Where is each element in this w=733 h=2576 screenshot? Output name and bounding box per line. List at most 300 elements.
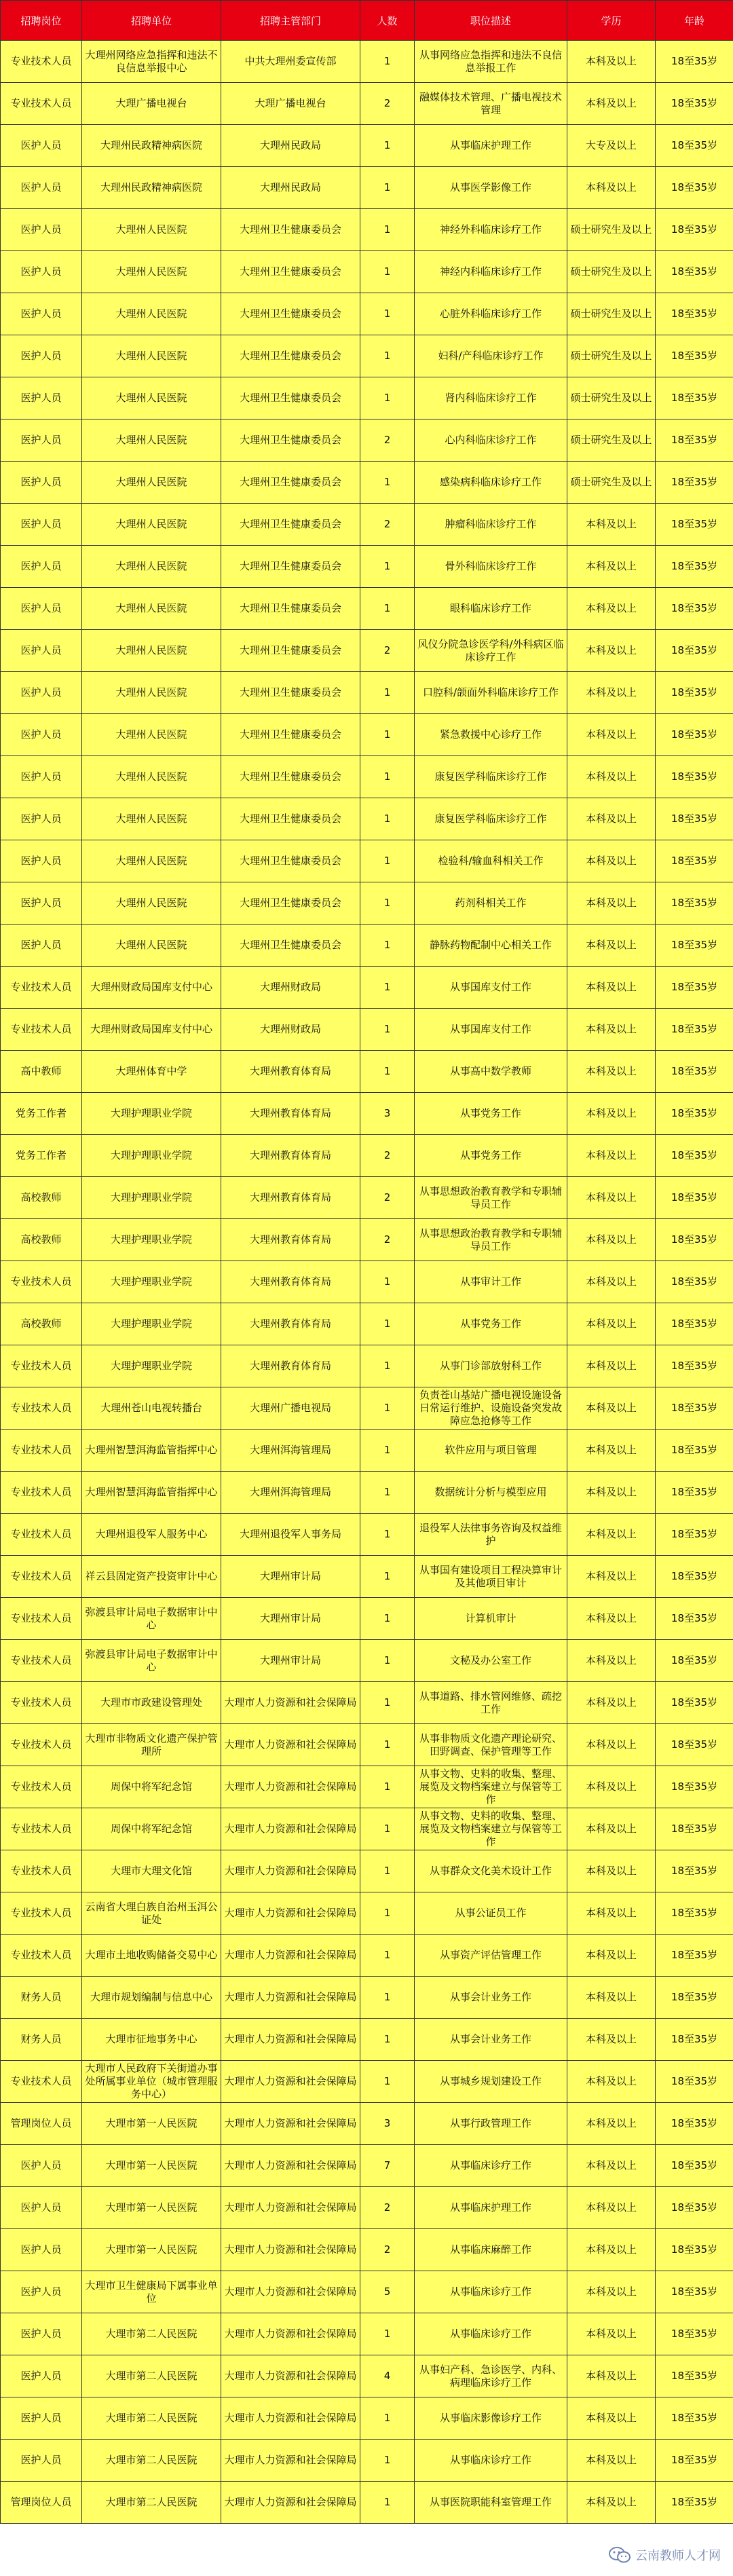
cell-position: 医护人员 <box>1 2187 82 2229</box>
cell-department: 大理州审计局 <box>221 1556 360 1598</box>
cell-position: 医护人员 <box>1 798 82 840</box>
cell-position: 高校教师 <box>1 1303 82 1345</box>
cell-count: 1 <box>360 925 415 967</box>
cell-unit: 弥渡县审计局电子数据审计中心 <box>82 1598 221 1640</box>
cell-unit: 祥云县固定资产投资审计中心 <box>82 1556 221 1598</box>
table-row <box>1 2187 733 2229</box>
cell-count: 2 <box>360 419 415 462</box>
cell-age: 18至35岁 <box>656 756 733 798</box>
cell-position: 医护人员 <box>1 630 82 672</box>
cell-department: 大理州卫生健康委员会 <box>221 672 360 714</box>
cell-position: 管理岗位人员 <box>1 2482 82 2524</box>
cell-education: 本科及以上 <box>567 2019 656 2061</box>
cell-unit: 大理护理职业学院 <box>82 1219 221 1261</box>
cell-education: 本科及以上 <box>567 925 656 967</box>
cell-position: 医护人员 <box>1 2145 82 2187</box>
cell-education: 本科及以上 <box>567 2229 656 2271</box>
cell-age: 18至35岁 <box>656 1472 733 1514</box>
cell-description: 紧急救援中心诊疗工作 <box>415 714 567 756</box>
cell-education: 本科及以上 <box>567 2061 656 2103</box>
cell-age: 18至35岁 <box>656 2440 733 2482</box>
cell-description: 从事会计业务工作 <box>415 1977 567 2019</box>
cell-age: 18至35岁 <box>656 882 733 925</box>
cell-education: 本科及以上 <box>567 1977 656 2019</box>
cell-count: 1 <box>360 1345 415 1387</box>
cell-unit: 大理州智慧洱海监管指挥中心 <box>82 1430 221 1472</box>
cell-department: 大理州教育体育局 <box>221 1177 360 1219</box>
cell-department: 大理市人力资源和社会保障局 <box>221 2313 360 2355</box>
cell-education: 本科及以上 <box>567 504 656 546</box>
cell-age: 18至35岁 <box>656 1093 733 1135</box>
cell-description: 从事国库支付工作 <box>415 1009 567 1051</box>
cell-education: 本科及以上 <box>567 2355 656 2397</box>
cell-count: 1 <box>360 967 415 1009</box>
cell-age: 18至35岁 <box>656 1261 733 1303</box>
cell-age: 18至35岁 <box>656 2482 733 2524</box>
cell-count: 1 <box>360 377 415 419</box>
cell-age: 18至35岁 <box>656 2397 733 2440</box>
cell-department: 大理州洱海管理局 <box>221 1472 360 1514</box>
cell-department: 大理州卫生健康委员会 <box>221 546 360 588</box>
cell-description: 从事临床护理工作 <box>415 125 567 167</box>
table-row <box>1 1892 733 1935</box>
cell-description: 数据统计分析与模型应用 <box>415 1472 567 1514</box>
cell-count: 1 <box>360 1766 415 1808</box>
cell-unit: 大理护理职业学院 <box>82 1261 221 1303</box>
cell-description: 风仪分院急诊医学科/外科病区临床诊疗工作 <box>415 630 567 672</box>
cell-department: 大理州卫生健康委员会 <box>221 882 360 925</box>
cell-description: 从事文物、史料的收集、整理、展览及文物档案建立与保管等工作 <box>415 1766 567 1808</box>
cell-department: 大理州卫生健康委员会 <box>221 209 360 251</box>
cell-description: 退役军人法律事务咨询及权益维护 <box>415 1514 567 1556</box>
cell-count: 1 <box>360 2397 415 2440</box>
cell-age: 18至35岁 <box>656 1009 733 1051</box>
cell-age: 18至35岁 <box>656 167 733 209</box>
cell-unit: 大理州体育中学 <box>82 1051 221 1093</box>
cell-count: 1 <box>360 840 415 882</box>
cell-department: 大理州卫生健康委员会 <box>221 419 360 462</box>
cell-education: 本科及以上 <box>567 1556 656 1598</box>
cell-unit: 大理州智慧洱海监管指挥中心 <box>82 1472 221 1514</box>
cell-department: 大理市人力资源和社会保障局 <box>221 1724 360 1766</box>
cell-age: 18至35岁 <box>656 419 733 462</box>
cell-unit: 大理市规划编制与信息中心 <box>82 1977 221 2019</box>
cell-unit: 大理市人民政府下关街道办事处所属事业单位（城市管理服务中心） <box>82 2061 221 2103</box>
cell-description: 融媒体技术管理、广播电视技术管理 <box>415 83 567 125</box>
cell-department: 大理州卫生健康委员会 <box>221 714 360 756</box>
table-row <box>1 1051 733 1093</box>
cell-position: 医护人员 <box>1 840 82 882</box>
cell-description: 心脏外科临床诊疗工作 <box>415 293 567 335</box>
cell-education: 本科及以上 <box>567 1051 656 1093</box>
cell-count: 2 <box>360 2187 415 2229</box>
cell-department: 大理市人力资源和社会保障局 <box>221 1892 360 1935</box>
cell-education: 本科及以上 <box>567 1430 656 1472</box>
cell-age: 18至35岁 <box>656 2103 733 2145</box>
cell-position: 专业技术人员 <box>1 1682 82 1724</box>
cell-position: 医护人员 <box>1 2440 82 2482</box>
cell-age: 18至35岁 <box>656 1935 733 1977</box>
header-department: 招聘主管部门 <box>221 1 360 41</box>
header-education: 学历 <box>567 1 656 41</box>
cell-count: 1 <box>360 714 415 756</box>
cell-department: 大理州审计局 <box>221 1598 360 1640</box>
cell-count: 1 <box>360 882 415 925</box>
cell-age: 18至35岁 <box>656 2187 733 2229</box>
cell-education: 硕士研究生及以上 <box>567 419 656 462</box>
cell-age: 18至35岁 <box>656 2313 733 2355</box>
cell-description: 从事党务工作 <box>415 1135 567 1177</box>
cell-description: 从事临床诊疗工作 <box>415 2440 567 2482</box>
cell-position: 医护人员 <box>1 756 82 798</box>
cell-description: 从事行政管理工作 <box>415 2103 567 2145</box>
cell-description: 从事临床护理工作 <box>415 2187 567 2229</box>
table-row <box>1 419 733 462</box>
cell-description: 文秘及办公室工作 <box>415 1640 567 1682</box>
table-body <box>1 41 733 2524</box>
cell-count: 3 <box>360 2103 415 2145</box>
cell-count: 2 <box>360 2229 415 2271</box>
cell-count: 1 <box>360 1850 415 1892</box>
cell-position: 专业技术人员 <box>1 1345 82 1387</box>
cell-education: 本科及以上 <box>567 714 656 756</box>
table-row <box>1 1682 733 1724</box>
cell-unit: 大理州人民医院 <box>82 714 221 756</box>
cell-unit: 大理州人民医院 <box>82 672 221 714</box>
cell-education: 本科及以上 <box>567 1472 656 1514</box>
cell-education: 本科及以上 <box>567 967 656 1009</box>
cell-age: 18至35岁 <box>656 293 733 335</box>
cell-unit: 大理市第二人民医院 <box>82 2313 221 2355</box>
cell-description: 妇科/产科临床诊疗工作 <box>415 335 567 377</box>
table-row <box>1 967 733 1009</box>
cell-age: 18至35岁 <box>656 1514 733 1556</box>
cell-unit: 大理州网络应急指挥和违法不良信息举报中心 <box>82 41 221 83</box>
cell-position: 医护人员 <box>1 209 82 251</box>
cell-position: 医护人员 <box>1 2355 82 2397</box>
cell-education: 本科及以上 <box>567 630 656 672</box>
cell-description: 计算机审计 <box>415 1598 567 1640</box>
cell-position: 医护人员 <box>1 293 82 335</box>
cell-age: 18至35岁 <box>656 798 733 840</box>
cell-age: 18至35岁 <box>656 1387 733 1430</box>
cell-description: 从事审计工作 <box>415 1261 567 1303</box>
cell-unit: 大理市非物质文化遗产保护管理所 <box>82 1724 221 1766</box>
cell-description: 从事公证员工作 <box>415 1892 567 1935</box>
cell-unit: 大理护理职业学院 <box>82 1345 221 1387</box>
cell-unit: 大理州苍山电视转播台 <box>82 1387 221 1430</box>
cell-position: 党务工作者 <box>1 1135 82 1177</box>
table-row <box>1 2103 733 2145</box>
cell-education: 硕士研究生及以上 <box>567 251 656 293</box>
table-row <box>1 251 733 293</box>
cell-unit: 大理州财政局国库支付中心 <box>82 967 221 1009</box>
table-row <box>1 377 733 419</box>
cell-age: 18至35岁 <box>656 588 733 630</box>
cell-department: 大理市人力资源和社会保障局 <box>221 2019 360 2061</box>
table-row <box>1 2145 733 2187</box>
cell-unit: 大理州人民医院 <box>82 377 221 419</box>
cell-age: 18至35岁 <box>656 1682 733 1724</box>
cell-description: 感染病科临床诊疗工作 <box>415 462 567 504</box>
cell-unit: 大理市第二人民医院 <box>82 2397 221 2440</box>
cell-position: 医护人员 <box>1 125 82 167</box>
cell-department: 大理市人力资源和社会保障局 <box>221 2482 360 2524</box>
cell-department: 大理市人力资源和社会保障局 <box>221 2229 360 2271</box>
cell-department: 大理市人力资源和社会保障局 <box>221 1808 360 1850</box>
cell-age: 18至35岁 <box>656 1724 733 1766</box>
cell-department: 大理州民政局 <box>221 167 360 209</box>
cell-position: 管理岗位人员 <box>1 2103 82 2145</box>
cell-unit: 大理市征地事务中心 <box>82 2019 221 2061</box>
cell-unit: 大理州民政精神病医院 <box>82 167 221 209</box>
cell-education: 本科及以上 <box>567 1219 656 1261</box>
cell-count: 1 <box>360 335 415 377</box>
cell-count: 1 <box>360 125 415 167</box>
cell-count: 1 <box>360 462 415 504</box>
cell-position: 专业技术人员 <box>1 1387 82 1430</box>
cell-unit: 云南省大理白族自治州玉洱公证处 <box>82 1892 221 1935</box>
cell-education: 本科及以上 <box>567 840 656 882</box>
cell-education: 本科及以上 <box>567 1261 656 1303</box>
table-row <box>1 1219 733 1261</box>
cell-department: 大理州卫生健康委员会 <box>221 251 360 293</box>
table-row <box>1 1935 733 1977</box>
cell-education: 硕士研究生及以上 <box>567 462 656 504</box>
cell-count: 2 <box>360 504 415 546</box>
cell-age: 18至35岁 <box>656 2061 733 2103</box>
cell-education: 本科及以上 <box>567 1009 656 1051</box>
cell-education: 本科及以上 <box>567 1387 656 1430</box>
cell-education: 本科及以上 <box>567 41 656 83</box>
cell-department: 大理州民政局 <box>221 125 360 167</box>
cell-department: 中共大理州委宣传部 <box>221 41 360 83</box>
cell-education: 本科及以上 <box>567 1093 656 1135</box>
cell-department: 大理市人力资源和社会保障局 <box>221 2440 360 2482</box>
cell-education: 本科及以上 <box>567 546 656 588</box>
cell-description: 从事临床诊疗工作 <box>415 2145 567 2187</box>
cell-age: 18至35岁 <box>656 840 733 882</box>
cell-education: 本科及以上 <box>567 1135 656 1177</box>
cell-description: 肾内科临床诊疗工作 <box>415 377 567 419</box>
cell-unit: 大理护理职业学院 <box>82 1093 221 1135</box>
cell-unit: 大理市第二人民医院 <box>82 2482 221 2524</box>
cell-description: 从事高中数学教师 <box>415 1051 567 1093</box>
table-row <box>1 2440 733 2482</box>
cell-age: 18至35岁 <box>656 672 733 714</box>
cell-position: 专业技术人员 <box>1 83 82 125</box>
cell-count: 1 <box>360 546 415 588</box>
cell-position: 专业技术人员 <box>1 1892 82 1935</box>
table-row <box>1 1724 733 1766</box>
table-row <box>1 2229 733 2271</box>
table-row <box>1 1303 733 1345</box>
table-row <box>1 2313 733 2355</box>
cell-unit: 大理州人民医院 <box>82 504 221 546</box>
cell-position: 专业技术人员 <box>1 1598 82 1640</box>
cell-education: 本科及以上 <box>567 1514 656 1556</box>
watermark <box>608 2546 721 2564</box>
cell-age: 18至35岁 <box>656 125 733 167</box>
cell-department: 大理市人力资源和社会保障局 <box>221 2103 360 2145</box>
cell-description: 从事医学影像工作 <box>415 167 567 209</box>
cell-department: 大理市人力资源和社会保障局 <box>221 1850 360 1892</box>
cell-age: 18至35岁 <box>656 1556 733 1598</box>
cell-unit: 大理市市政建设管理处 <box>82 1682 221 1724</box>
cell-position: 专业技术人员 <box>1 1640 82 1682</box>
cell-department: 大理州卫生健康委员会 <box>221 630 360 672</box>
cell-age: 18至35岁 <box>656 1598 733 1640</box>
cell-position: 高校教师 <box>1 1219 82 1261</box>
cell-unit: 弥渡县审计局电子数据审计中心 <box>82 1640 221 1682</box>
table-row <box>1 1472 733 1514</box>
table-row <box>1 925 733 967</box>
cell-department: 大理州卫生健康委员会 <box>221 504 360 546</box>
cell-count: 2 <box>360 630 415 672</box>
cell-position: 医护人员 <box>1 714 82 756</box>
cell-position: 医护人员 <box>1 546 82 588</box>
cell-unit: 大理市第二人民医院 <box>82 2355 221 2397</box>
table-row <box>1 41 733 83</box>
cell-age: 18至35岁 <box>656 2271 733 2313</box>
cell-education: 本科及以上 <box>567 1935 656 1977</box>
header-position: 招聘岗位 <box>1 1 82 41</box>
cell-age: 18至35岁 <box>656 1219 733 1261</box>
table-row <box>1 1766 733 1808</box>
cell-unit: 大理州人民医院 <box>82 251 221 293</box>
cell-age: 18至35岁 <box>656 714 733 756</box>
cell-position: 医护人员 <box>1 335 82 377</box>
cell-age: 18至35岁 <box>656 209 733 251</box>
cell-unit: 大理护理职业学院 <box>82 1303 221 1345</box>
cell-age: 18至35岁 <box>656 546 733 588</box>
cell-count: 1 <box>360 2019 415 2061</box>
cell-count: 1 <box>360 209 415 251</box>
cell-description: 康复医学科临床诊疗工作 <box>415 798 567 840</box>
cell-age: 18至35岁 <box>656 2145 733 2187</box>
cell-unit: 大理州人民医院 <box>82 546 221 588</box>
cell-position: 专业技术人员 <box>1 1261 82 1303</box>
cell-position: 专业技术人员 <box>1 1935 82 1977</box>
cell-unit: 大理市第一人民医院 <box>82 2103 221 2145</box>
cell-count: 1 <box>360 2061 415 2103</box>
cell-age: 18至35岁 <box>656 41 733 83</box>
cell-description: 神经外科临床诊疗工作 <box>415 209 567 251</box>
cell-department: 大理市人力资源和社会保障局 <box>221 2355 360 2397</box>
cell-position: 党务工作者 <box>1 1093 82 1135</box>
table-row <box>1 2482 733 2524</box>
cell-age: 18至35岁 <box>656 1177 733 1219</box>
cell-education: 本科及以上 <box>567 1598 656 1640</box>
cell-description: 从事道路、排水管网维修、疏挖工作 <box>415 1682 567 1724</box>
cell-age: 18至35岁 <box>656 1303 733 1345</box>
table-row <box>1 1514 733 1556</box>
cell-education: 硕士研究生及以上 <box>567 293 656 335</box>
cell-education: 本科及以上 <box>567 882 656 925</box>
cell-description: 从事群众文化美术设计工作 <box>415 1850 567 1892</box>
cell-unit: 大理州人民医院 <box>82 882 221 925</box>
cell-department: 大理市人力资源和社会保障局 <box>221 1935 360 1977</box>
table-row <box>1 1977 733 2019</box>
cell-description: 从事国库支付工作 <box>415 967 567 1009</box>
table-row <box>1 798 733 840</box>
cell-education: 本科及以上 <box>567 2145 656 2187</box>
cell-department: 大理州教育体育局 <box>221 1345 360 1387</box>
cell-age: 18至35岁 <box>656 1345 733 1387</box>
table-row <box>1 1850 733 1892</box>
cell-unit: 大理州人民医院 <box>82 588 221 630</box>
cell-description: 从事网络应急指挥和违法不良信息举报工作 <box>415 41 567 83</box>
cell-count: 1 <box>360 1009 415 1051</box>
cell-unit: 大理州人民医院 <box>82 419 221 462</box>
cell-age: 18至35岁 <box>656 251 733 293</box>
cell-position: 专业技术人员 <box>1 1514 82 1556</box>
cell-position: 医护人员 <box>1 2229 82 2271</box>
cell-age: 18至35岁 <box>656 925 733 967</box>
cell-unit: 大理州人民医院 <box>82 293 221 335</box>
cell-count: 1 <box>360 1724 415 1766</box>
cell-unit: 大理市卫生健康局下属事业单位 <box>82 2271 221 2313</box>
table-row <box>1 714 733 756</box>
cell-unit: 周保中将军纪念馆 <box>82 1766 221 1808</box>
table-row <box>1 2397 733 2440</box>
cell-description: 从事思想政治教育教学和专职辅导员工作 <box>415 1177 567 1219</box>
cell-description: 从事文物、史料的收集、整理、展览及文物档案建立与保管等工作 <box>415 1808 567 1850</box>
cell-position: 医护人员 <box>1 251 82 293</box>
cell-count: 1 <box>360 2482 415 2524</box>
cell-unit: 大理州人民医院 <box>82 209 221 251</box>
cell-education: 本科及以上 <box>567 2313 656 2355</box>
cell-count: 1 <box>360 1387 415 1430</box>
table-row <box>1 1430 733 1472</box>
table-row <box>1 672 733 714</box>
cell-education: 本科及以上 <box>567 2482 656 2524</box>
cell-unit: 大理广播电视台 <box>82 83 221 125</box>
cell-count: 1 <box>360 167 415 209</box>
cell-department: 大理市人力资源和社会保障局 <box>221 2061 360 2103</box>
cell-department: 大理市人力资源和社会保障局 <box>221 1682 360 1724</box>
cell-department: 大理市人力资源和社会保障局 <box>221 1977 360 2019</box>
cell-age: 18至35岁 <box>656 2229 733 2271</box>
cell-department: 大理州教育体育局 <box>221 1093 360 1135</box>
cell-position: 专业技术人员 <box>1 1724 82 1766</box>
cell-description: 从事临床诊疗工作 <box>415 2271 567 2313</box>
table-row <box>1 504 733 546</box>
cell-age: 18至35岁 <box>656 335 733 377</box>
cell-description: 从事党务工作 <box>415 1303 567 1345</box>
header-age: 年龄 <box>656 1 733 41</box>
cell-position: 医护人员 <box>1 377 82 419</box>
cell-position: 专业技术人员 <box>1 1009 82 1051</box>
wechat-icon <box>608 2546 631 2564</box>
cell-position: 财务人员 <box>1 2019 82 2061</box>
cell-age: 18至35岁 <box>656 1430 733 1472</box>
cell-department: 大理州卫生健康委员会 <box>221 756 360 798</box>
cell-education: 本科及以上 <box>567 2440 656 2482</box>
cell-age: 18至35岁 <box>656 1977 733 2019</box>
table-row <box>1 167 733 209</box>
cell-department: 大理州卫生健康委员会 <box>221 588 360 630</box>
header-unit: 招聘单位 <box>82 1 221 41</box>
cell-department: 大理市人力资源和社会保障局 <box>221 2145 360 2187</box>
cell-description: 从事会计业务工作 <box>415 2019 567 2061</box>
cell-count: 7 <box>360 2145 415 2187</box>
cell-unit: 大理护理职业学院 <box>82 1135 221 1177</box>
cell-position: 财务人员 <box>1 1977 82 2019</box>
cell-age: 18至35岁 <box>656 504 733 546</box>
cell-unit: 大理市第一人民医院 <box>82 2229 221 2271</box>
cell-count: 5 <box>360 2271 415 2313</box>
